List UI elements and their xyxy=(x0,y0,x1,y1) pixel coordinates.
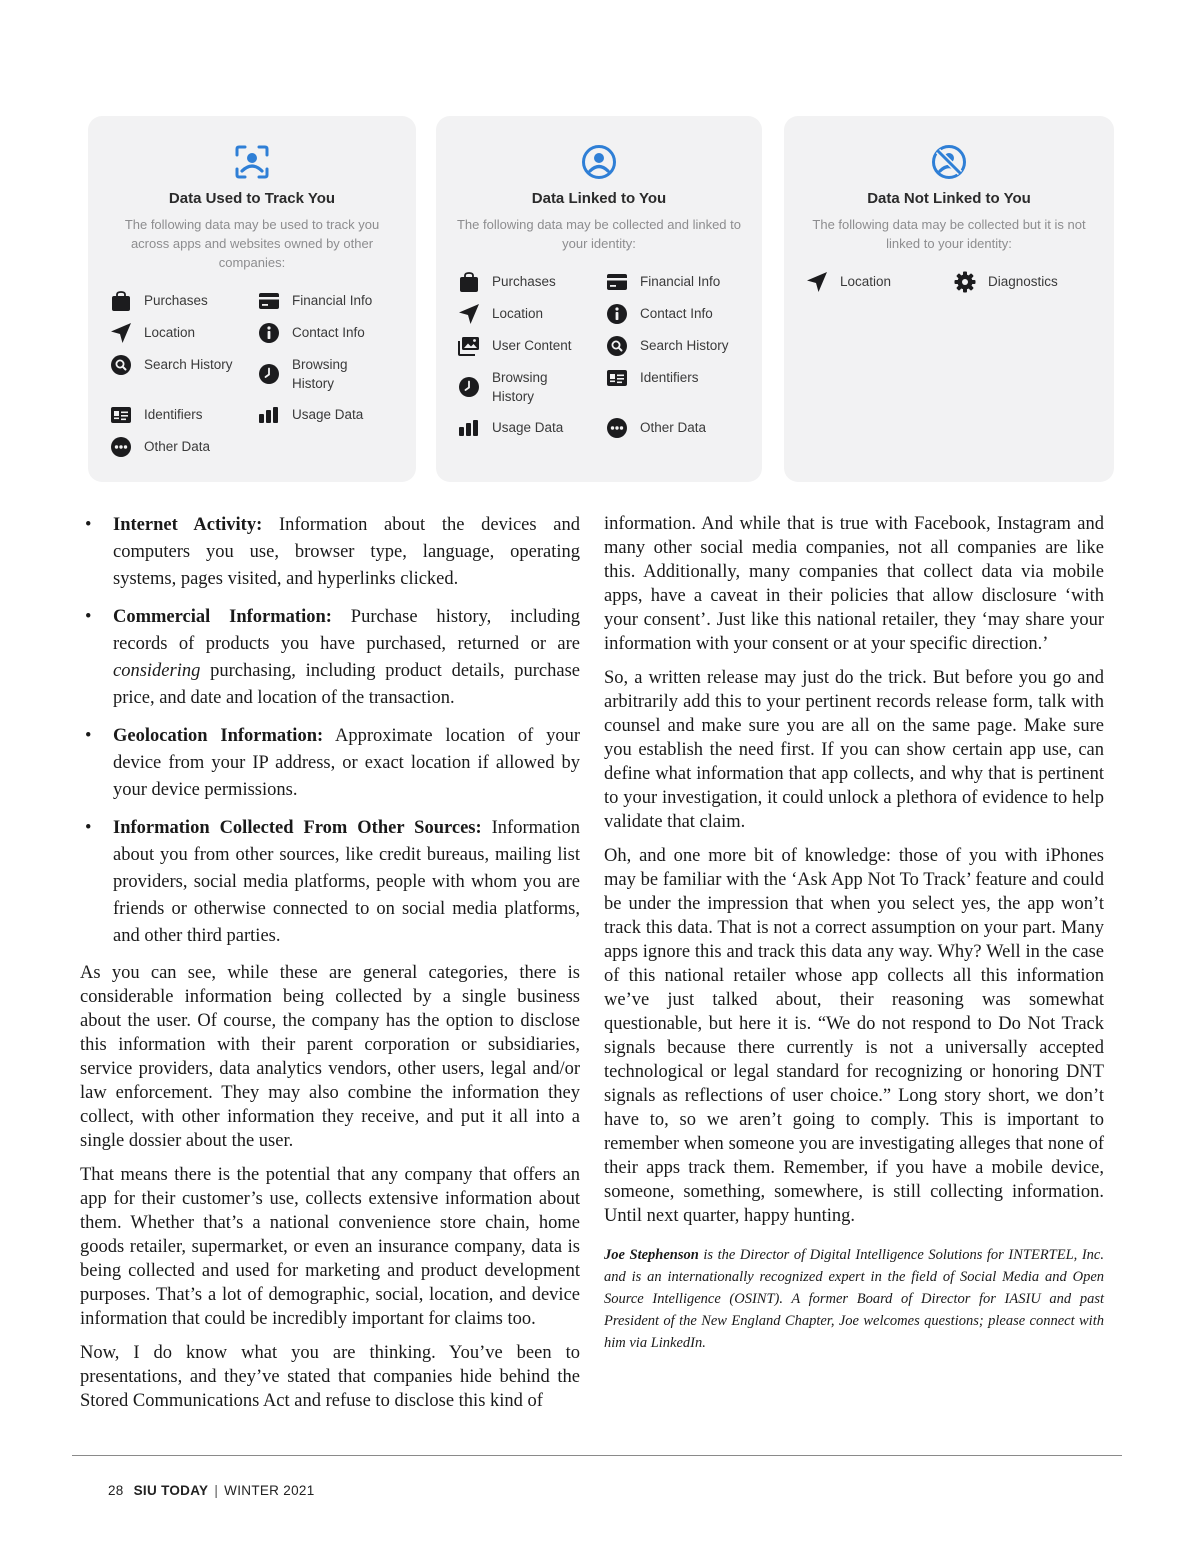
item-label: Location xyxy=(144,325,196,340)
track-icon xyxy=(234,144,270,180)
data-item-search-history xyxy=(606,336,746,357)
body-paragraph: That means there is the potential that any company that offers an app for their customer’s use, collects extensive information about them. Whether that’s a national convenience store chain, home goods retailer, supermarket, or even an insurance company, data is being collected and used for marketing and product development purposes. That’s a lot of demographic, social, location, and device information that could be incredibly important for claims too. xyxy=(80,1165,580,1329)
bullet-text: Information about you from other sources, like credit bureaus, mailing list providers, social media platforms, people with whom you are friends or otherwise connected to on social media platforms, and other third parties. xyxy=(113,818,580,946)
data-item-browsing-history xyxy=(458,368,598,406)
body-paragraph: So, a written release may just do the trick. But before you go and arbitrarily add this to your pertinent records release form, talk with counsel and make sure you are all on the same page. Make sure you establish the need first. If you can show certain app use, can define what information that app collects, and why that is pertinent to your investigation, it could unlock a plethora of evidence to help validate that claim. xyxy=(604,668,1104,832)
footer-divider xyxy=(72,1455,1122,1456)
card-description: The following data may be collected and linked to your identity: xyxy=(456,217,741,251)
clock-icon xyxy=(258,363,280,385)
search-icon xyxy=(606,335,628,357)
issue-label: WINTER 2021 xyxy=(224,1483,315,1498)
data-item-identifiers xyxy=(606,368,746,389)
item-label: Identifiers xyxy=(144,407,203,422)
right-column xyxy=(604,512,1104,1354)
list-item xyxy=(80,723,580,804)
page-footer xyxy=(108,1483,315,1498)
item-label: Search History xyxy=(640,338,729,353)
item-label: Location xyxy=(840,274,892,289)
location-arrow-icon xyxy=(458,303,480,325)
location-arrow-icon xyxy=(110,322,132,344)
data-item-diagnostics xyxy=(954,272,1094,293)
data-item-usage-data xyxy=(258,405,398,426)
data-item-browsing-history xyxy=(258,355,398,393)
item-label: Contact Info xyxy=(292,325,365,340)
item-label: Other Data xyxy=(144,439,211,454)
data-item-user-content xyxy=(458,336,598,357)
bullet-term: Geolocation Information: xyxy=(113,726,324,746)
data-item-purchases xyxy=(458,272,598,293)
body-paragraph: Oh, and one more bit of knowledge: those of you with iPhones may be familiar with the ‘Ask App Not To Track’ feature and could be under the impression that when you select yes, the app won’t track this data. That is not a correct assumption on your part. Many apps ignore this and track this data any way. Why? Well in the case of this national retailer whose app collects all this information we’ve just talked about, their reasoning was somewhat questionable, but here it is. “We do not respond to Do Not Track signals because there currently is not a universally accepted technological or legal standard for recognizing or honoring DNT signals as reflections of user choice.” Long story short, we don’t have to, so we aren’t going to comply. This is important to remember when someone you are investigating alleges that none of their apps track them. Remember, if you have a mobile device, someone, something, somewhere, is still collecting information. Until next quarter, happy hunting. xyxy=(604,846,1104,1226)
page-number: 28 xyxy=(108,1483,124,1498)
credit-card-icon xyxy=(258,290,280,312)
item-label: Browsing History xyxy=(292,357,348,391)
bullet-icon: • xyxy=(85,726,92,746)
bag-icon xyxy=(458,271,480,293)
bullet-icon: • xyxy=(85,607,92,627)
more-icon xyxy=(110,436,132,458)
bullet-text: purchasing, including product details, purchase price, and date and location of the transaction. xyxy=(113,661,580,708)
category-list xyxy=(80,512,580,950)
body-paragraph: Now, I do know what you are thinking. You’ve been to presentations, and they’ve stated that companies hide behind the Stored Communications Act and refuse to disclose this kind of xyxy=(80,1343,580,1411)
list-item xyxy=(80,815,580,950)
item-label: Financial Info xyxy=(640,274,721,289)
item-label: Financial Info xyxy=(292,293,373,308)
bullet-term: Internet Activity: xyxy=(113,515,263,535)
card-description: The following data may be collected but it is not linked to your identity: xyxy=(812,217,1086,251)
data-item-other-data xyxy=(110,437,250,458)
data-item-financial-info xyxy=(258,291,398,312)
card-description: The following data may be used to track you across apps and websites owned by other companies: xyxy=(124,217,380,270)
clock-icon xyxy=(458,376,480,398)
author-bio xyxy=(604,1244,1104,1354)
bar-chart-icon xyxy=(258,404,280,426)
publication-name: SIU TODAY xyxy=(133,1483,209,1498)
footer-separator: | xyxy=(214,1483,219,1498)
left-column xyxy=(80,512,580,1413)
id-card-icon xyxy=(110,404,132,426)
bullet-emphasis: considering xyxy=(113,661,201,681)
bullet-term: Information Collected From Other Sources: xyxy=(113,818,482,838)
data-item-identifiers xyxy=(110,405,250,426)
photo-icon xyxy=(458,335,480,357)
item-label: Purchases xyxy=(144,293,208,308)
card-title: Data Used to Track You xyxy=(168,190,336,207)
bar-chart-icon xyxy=(458,417,480,439)
bullet-icon: • xyxy=(85,818,92,838)
bullet-text: Purchase history, including records of products you have purchased, returned or are xyxy=(113,607,580,654)
item-label: Diagnostics xyxy=(988,274,1058,289)
item-label: Browsing History xyxy=(492,370,548,404)
bullet-text: Approximate location of your device from your IP address, or exact location if allowed by your device permissions. xyxy=(113,726,580,800)
data-item-contact-info xyxy=(606,304,746,325)
item-label: User Content xyxy=(492,338,572,353)
card-title: Data Linked to You xyxy=(531,190,667,207)
info-icon xyxy=(258,322,280,344)
item-label: Location xyxy=(492,306,544,321)
item-label: Usage Data xyxy=(292,407,364,422)
card-title: Data Not Linked to You xyxy=(867,190,1031,207)
info-icon xyxy=(606,303,628,325)
list-item xyxy=(80,604,580,712)
item-label: Search History xyxy=(144,357,233,372)
data-item-other-data xyxy=(606,418,746,439)
bullet-term: Commercial Information: xyxy=(113,607,332,627)
data-item-contact-info xyxy=(258,323,398,344)
privacy-cards xyxy=(88,116,1104,486)
author-bio-text: is the Director of Digital Intelligence Solutions for INTERTEL, Inc. and is an internationally recognized expert in the field of Social Media and Open Source Intelligence (OSINT). A former Board of Director for IASIU and past President of the New England Chapter, Joe welcomes questions; please connect with him via LinkedIn. xyxy=(604,1247,1104,1351)
item-label: Purchases xyxy=(492,274,556,289)
item-label: Usage Data xyxy=(492,420,564,435)
body-paragraph: As you can see, while these are general categories, there is considerable information being collected by a single business about the user. Of course, the company has the option to disclose this information with their parent corporation or subsidiaries, service providers, data analytics vendors, other users, legal and/or law enforcement. They may also combine the information they collect, with other information they receive, and put it all into a single dossier about the user. xyxy=(80,963,580,1151)
location-arrow-icon xyxy=(806,271,828,293)
data-item-usage-data xyxy=(458,418,598,439)
card-data-used-to-track-you xyxy=(88,116,416,482)
search-icon xyxy=(110,354,132,376)
card-data-not-linked-to-you xyxy=(784,116,1114,482)
bag-icon xyxy=(110,290,132,312)
data-item-purchases xyxy=(110,291,250,312)
data-item-financial-info xyxy=(606,272,746,293)
item-label: Identifiers xyxy=(640,370,699,385)
card-data-linked-to-you xyxy=(436,116,762,482)
author-name: Joe Stephenson xyxy=(604,1247,699,1263)
credit-card-icon xyxy=(606,271,628,293)
id-card-icon xyxy=(606,367,628,389)
item-label: Contact Info xyxy=(640,306,713,321)
data-item-location xyxy=(458,304,598,325)
person-slash-icon xyxy=(931,144,967,180)
gear-icon xyxy=(954,271,976,293)
list-item xyxy=(80,512,580,593)
body-paragraph: information. And while that is true with Facebook, Instagram and many other social media companies, not all companies are like this. Additionally, many companies that collect data via mobile apps, have a caveat in their policies that allow disclosure ‘with your consent’. Just like this national retailer, they ‘may share your information with your consent or at your specific direction.’ xyxy=(604,514,1104,654)
data-item-location xyxy=(806,272,946,293)
bullet-text: Information about the devices and computers you use, browser type, language, operating systems, pages visited, and hyperlinks clicked. xyxy=(113,515,581,589)
bullet-icon: • xyxy=(85,515,92,535)
item-label: Other Data xyxy=(640,420,707,435)
more-icon xyxy=(606,417,628,439)
data-item-location xyxy=(110,323,250,344)
data-item-search-history xyxy=(110,355,250,376)
person-circle-icon xyxy=(581,144,617,180)
